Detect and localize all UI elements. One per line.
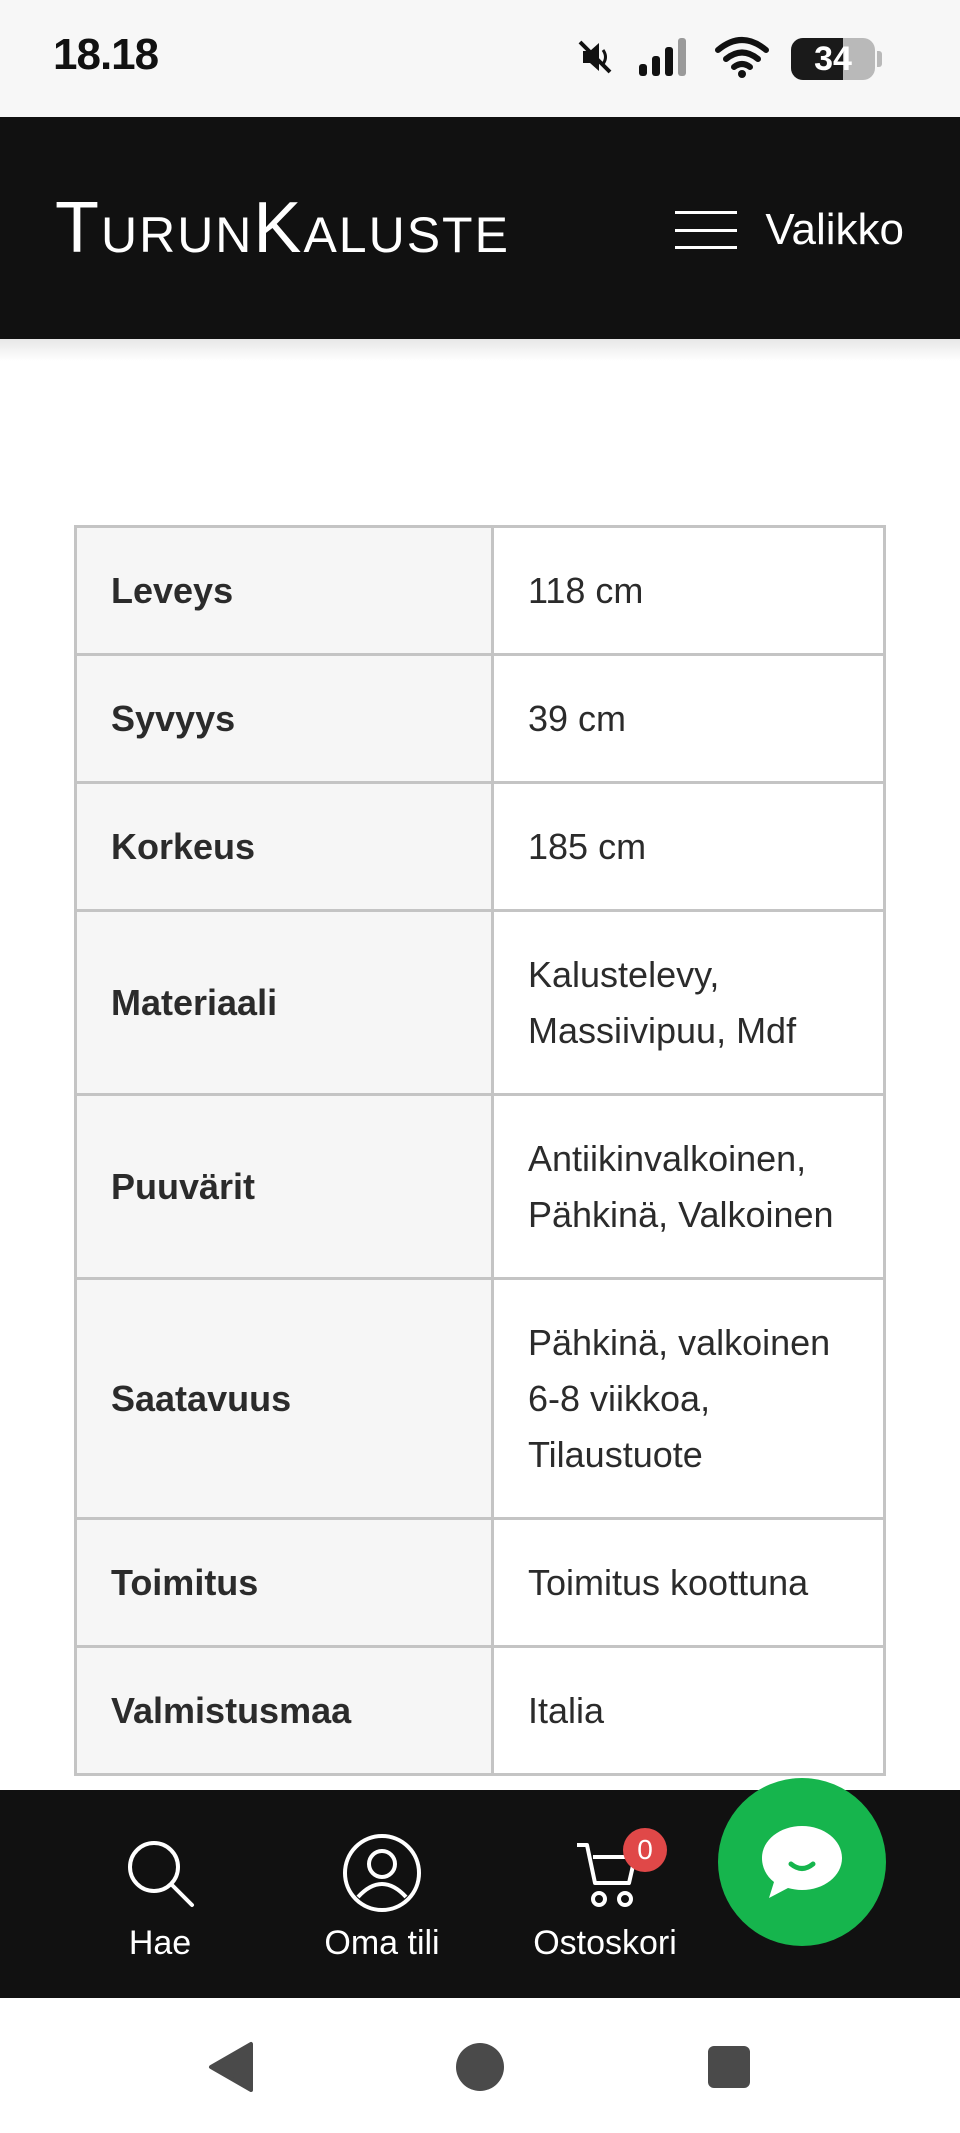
chat-icon: [757, 1820, 847, 1904]
spec-value: [493, 1095, 885, 1279]
cart-count-badge: 0: [623, 1828, 667, 1872]
signal-icon: [637, 36, 693, 83]
nav-search-label: Hae: [128, 1924, 192, 1962]
spec-value-line: Massiivipuu, Mdf: [528, 1009, 797, 1051]
spec-key: Korkeus: [76, 783, 493, 911]
hamburger-icon: [675, 211, 737, 249]
spec-value: [493, 1647, 885, 1775]
site-header: [0, 117, 960, 339]
spec-row: [76, 655, 885, 783]
spec-value-line: Pähkinä, valkoinen: [528, 1321, 831, 1363]
spec-row: [76, 1279, 885, 1519]
menu-button[interactable]: [675, 195, 904, 265]
spec-row: [76, 1095, 885, 1279]
spec-row: [76, 527, 885, 655]
nav-account[interactable]: [282, 1828, 482, 1963]
menu-label: Valikko: [765, 205, 904, 254]
chat-button[interactable]: [718, 1778, 886, 1946]
spec-value-line: Pähkinä, Valkoinen: [528, 1193, 834, 1235]
search-icon: [120, 1833, 200, 1913]
spec-key: Toimitus: [76, 1519, 493, 1647]
recents-icon[interactable]: [706, 2040, 752, 2099]
spec-key: Leveys: [76, 527, 493, 655]
spec-value: [493, 1279, 885, 1519]
battery-level: 34: [814, 39, 852, 78]
spec-value: [493, 911, 885, 1095]
nav-cart[interactable]: [505, 1828, 705, 1963]
spec-row: [76, 911, 885, 1095]
status-time: 18.18: [53, 30, 159, 79]
nav-account-label: Oma tili: [324, 1924, 440, 1962]
spec-value: [493, 783, 885, 911]
site-logo[interactable]: TurunKaluste: [55, 188, 510, 268]
spec-value-line: 39 cm: [528, 697, 627, 739]
back-icon[interactable]: [205, 2040, 255, 2099]
spec-table: [74, 525, 886, 1776]
spec-key: Puuvärit: [76, 1095, 493, 1279]
mute-icon: [575, 37, 615, 82]
spec-row: [76, 783, 885, 911]
system-nav-bar: [0, 1998, 960, 2133]
spec-value-line: 118 cm: [528, 569, 644, 611]
spec-value: [493, 527, 885, 655]
spec-value: [493, 655, 885, 783]
spec-key: Saatavuus: [76, 1279, 493, 1519]
spec-value-line: Toimitus koottuna: [528, 1561, 809, 1603]
spec-value-line: Antiikinvalkoinen,: [528, 1137, 807, 1179]
spec-value: [493, 1519, 885, 1647]
spec-value-line: 6-8 viikkoa,: [528, 1377, 711, 1419]
battery-icon: [791, 38, 875, 80]
spec-value-line: Italia: [528, 1689, 605, 1731]
spec-row: [76, 1647, 885, 1775]
nav-cart-label: Ostoskori: [533, 1924, 677, 1962]
spec-key: Syvyys: [76, 655, 493, 783]
spec-value-line: Tilaustuote: [528, 1433, 703, 1475]
spec-row: [76, 1519, 885, 1647]
user-icon: [340, 1831, 424, 1915]
spec-key: Materiaali: [76, 911, 493, 1095]
home-icon[interactable]: [455, 2040, 505, 2099]
spec-key: Valmistusmaa: [76, 1647, 493, 1775]
status-icons: [575, 34, 882, 84]
status-bar: [0, 0, 960, 117]
spec-value-line: Kalustelevy,: [528, 953, 720, 995]
wifi-icon: [715, 36, 769, 83]
nav-search[interactable]: [60, 1828, 260, 1963]
spec-value-line: 185 cm: [528, 825, 647, 867]
